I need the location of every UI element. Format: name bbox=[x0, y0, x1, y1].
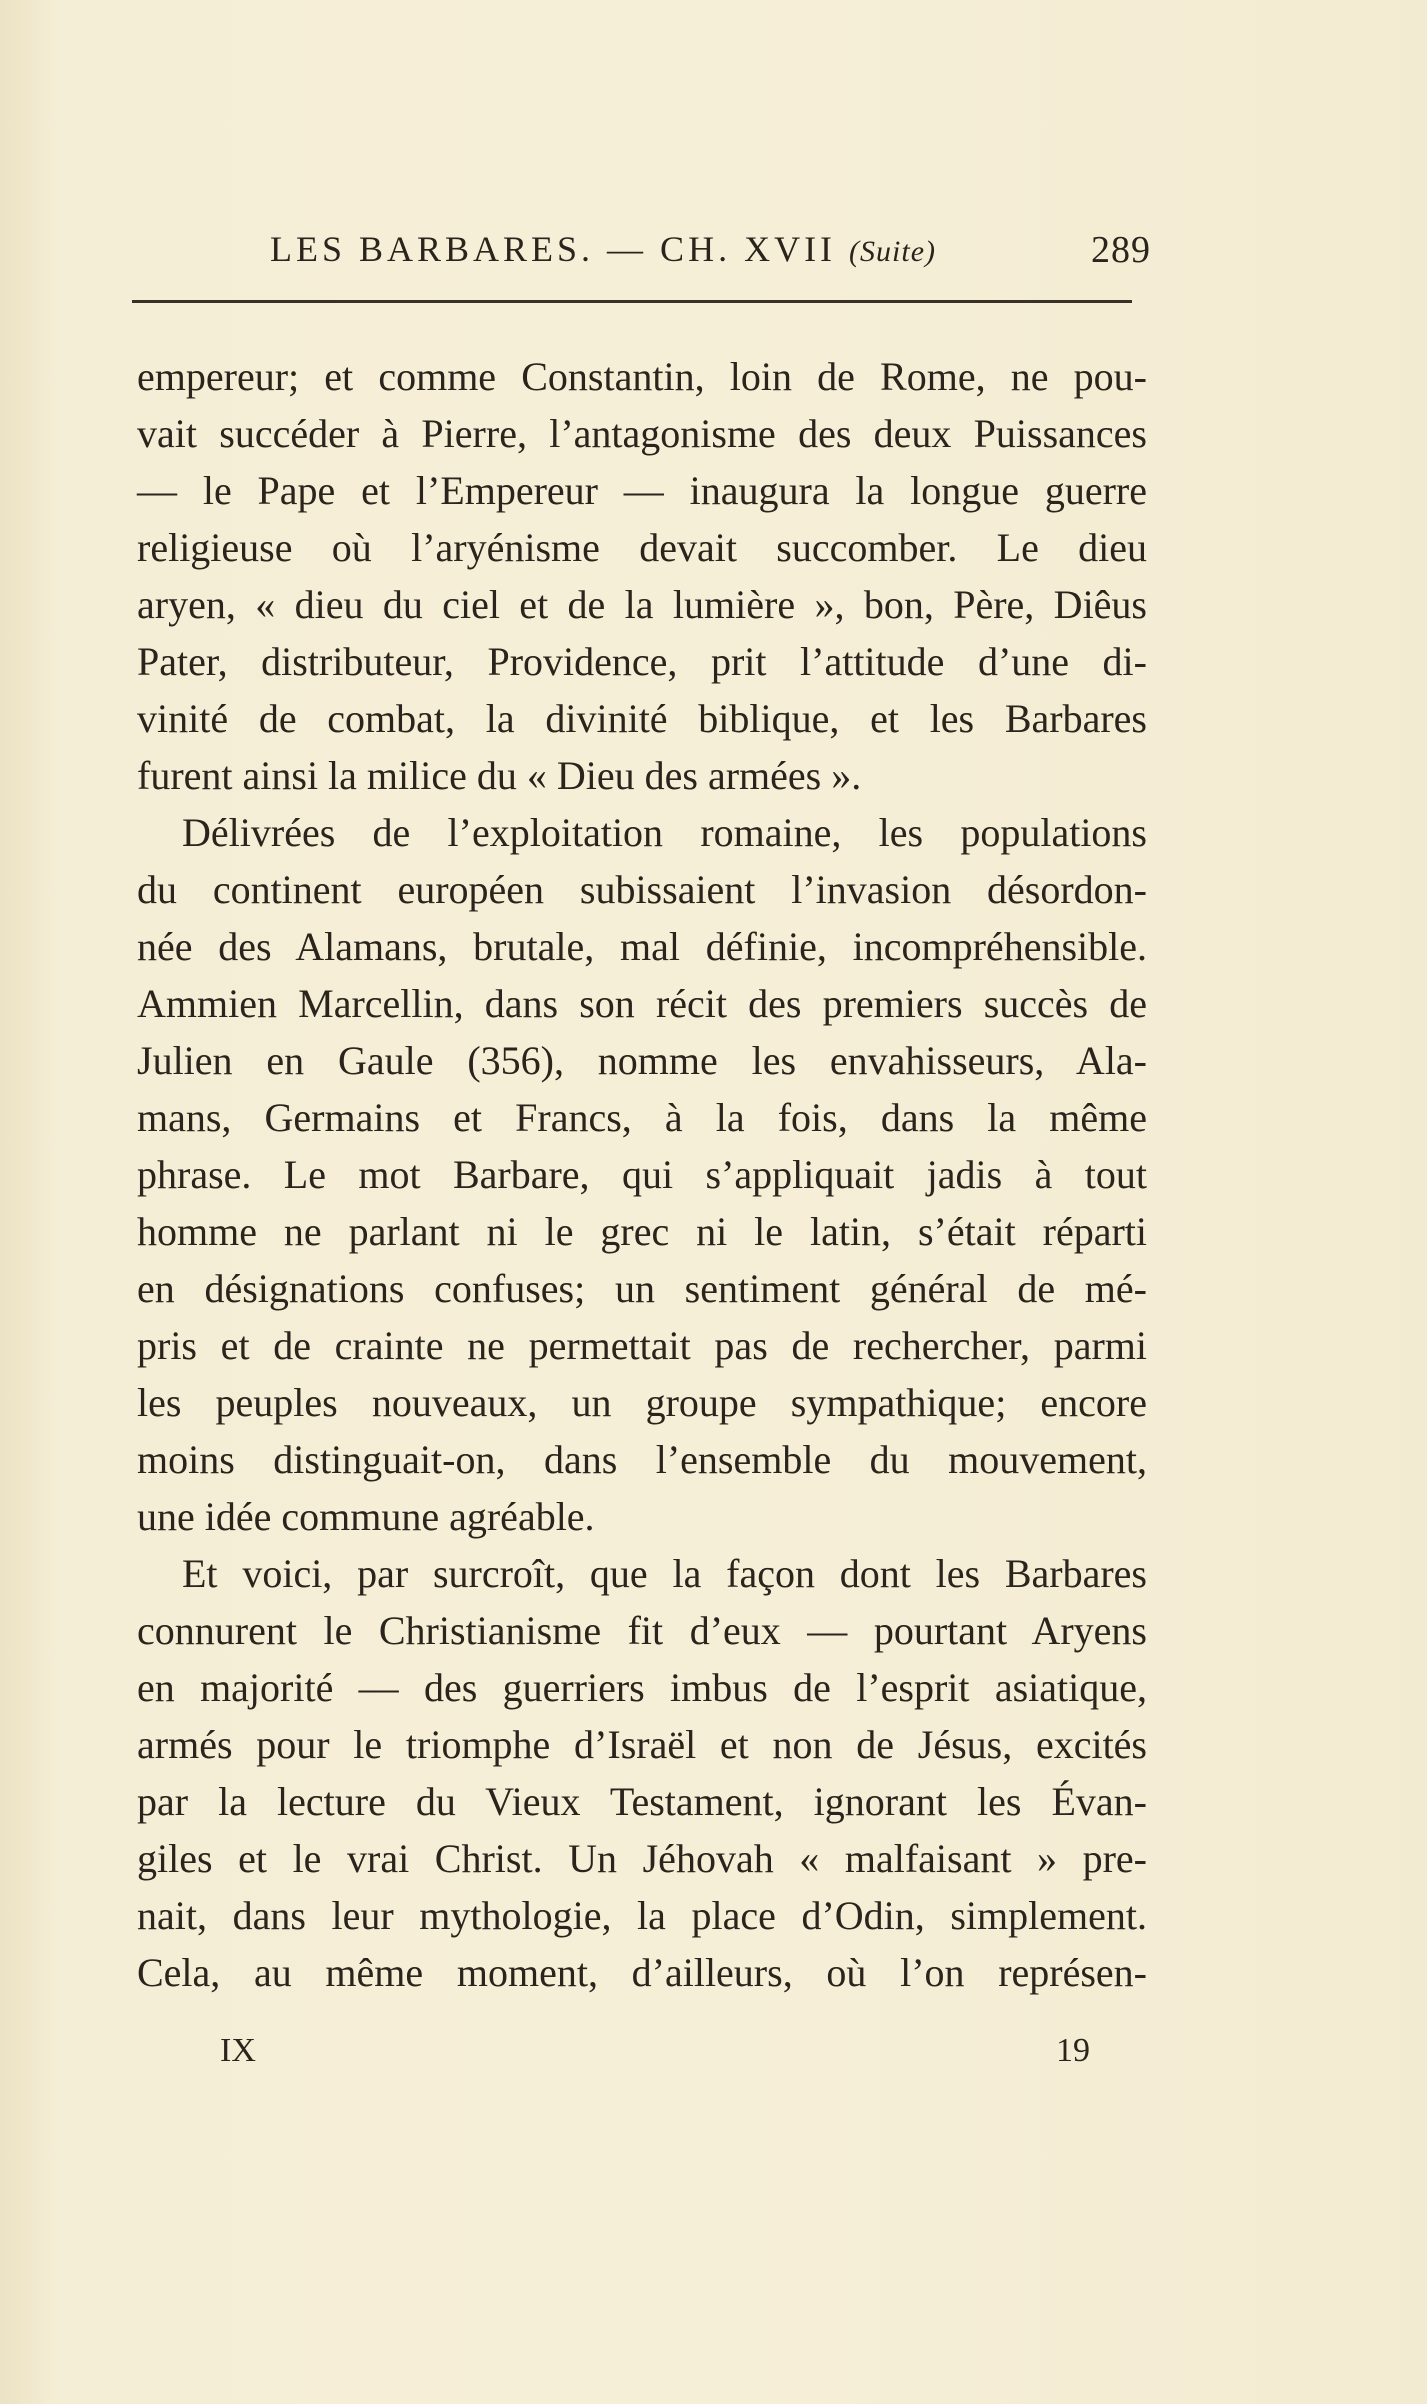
text-line: religieuse où l’aryénisme devait succomber. Le dieu bbox=[137, 525, 1147, 570]
text-line: phrase. Le mot Barbare, qui s’appliquait jadis à tout bbox=[137, 1152, 1147, 1197]
text-line: moins distinguait-on, dans l’ensemble du mouvement, bbox=[137, 1437, 1147, 1482]
text-line: en majorité — des guerriers imbus de l’esprit asiatique, bbox=[137, 1665, 1147, 1710]
text-line: Julien en Gaule (356), nomme les envahisseurs, Ala- bbox=[137, 1038, 1147, 1083]
running-title bbox=[270, 228, 936, 270]
text-line: furent ainsi la milice du « Dieu des armées ». bbox=[137, 753, 862, 798]
text-line: giles et le vrai Christ. Un Jéhovah « malfaisant » pre- bbox=[137, 1836, 1147, 1881]
text-line: Délivrées de l’exploitation romaine, les populations bbox=[182, 810, 1147, 855]
running-header bbox=[250, 228, 1166, 278]
text-line: Et voici, par surcroît, que la façon dont les Barbares bbox=[182, 1551, 1147, 1596]
text-line: vinité de combat, la divinité biblique, et les Barbares bbox=[137, 696, 1147, 741]
text-line: née des Alamans, brutale, mal définie, incompréhensible. bbox=[137, 924, 1147, 969]
text-line: mans, Germains et Francs, à la fois, dans la même bbox=[137, 1095, 1147, 1140]
text-line: Ammien Marcellin, dans son récit des premiers succès de bbox=[137, 981, 1147, 1026]
text-line: par la lecture du Vieux Testament, ignorant les Évan- bbox=[137, 1779, 1147, 1824]
page-number: 289 bbox=[1091, 229, 1151, 271]
text-line: homme ne parlant ni le grec ni le latin, s’était réparti bbox=[137, 1209, 1147, 1254]
text-line: connurent le Christianisme fit d’eux — pourtant Aryens bbox=[137, 1608, 1147, 1653]
text-line: nait, dans leur mythologie, la place d’Odin, simplement. bbox=[137, 1893, 1147, 1938]
page-footer bbox=[220, 2032, 1090, 2082]
text-line: pris et de crainte ne permettait pas de rechercher, parmi bbox=[137, 1323, 1147, 1368]
text-line: Pater, distributeur, Providence, prit l’attitude d’une di- bbox=[137, 639, 1147, 684]
text-line: en désignations confuses; un sentiment général de mé- bbox=[137, 1266, 1147, 1311]
text-line: du continent européen subissaient l’invasion désordon- bbox=[137, 867, 1147, 912]
running-title-suite: (Suite) bbox=[849, 235, 937, 268]
signature-mark: IX bbox=[220, 2032, 256, 2069]
text-line: aryen, « dieu du ciel et de la lumière », bon, Père, Diêus bbox=[137, 582, 1147, 627]
body-text bbox=[137, 348, 1147, 2001]
paragraph-1 bbox=[137, 348, 1147, 804]
text-line: vait succéder à Pierre, l’antagonisme des deux Puissances bbox=[137, 411, 1147, 456]
text-line: empereur; et comme Constantin, loin de Rome, ne pou- bbox=[137, 354, 1147, 399]
paragraph-3 bbox=[137, 1545, 1147, 2001]
header-rule bbox=[132, 300, 1132, 303]
text-line: une idée commune agréable. bbox=[137, 1494, 595, 1539]
text-line: — le Pape et l’Empereur — inaugura la longue guerre bbox=[137, 468, 1147, 513]
sheet-number: 19 bbox=[1056, 2032, 1090, 2069]
text-line: les peuples nouveaux, un groupe sympathique; encore bbox=[137, 1380, 1147, 1425]
paragraph-2 bbox=[137, 804, 1147, 1545]
text-line: armés pour le triomphe d’Israël et non de Jésus, excités bbox=[137, 1722, 1147, 1767]
running-title-text: LES BARBARES. — CH. XVII bbox=[270, 229, 850, 269]
text-line: Cela, au même moment, d’ailleurs, où l’on représen- bbox=[137, 1950, 1147, 1995]
